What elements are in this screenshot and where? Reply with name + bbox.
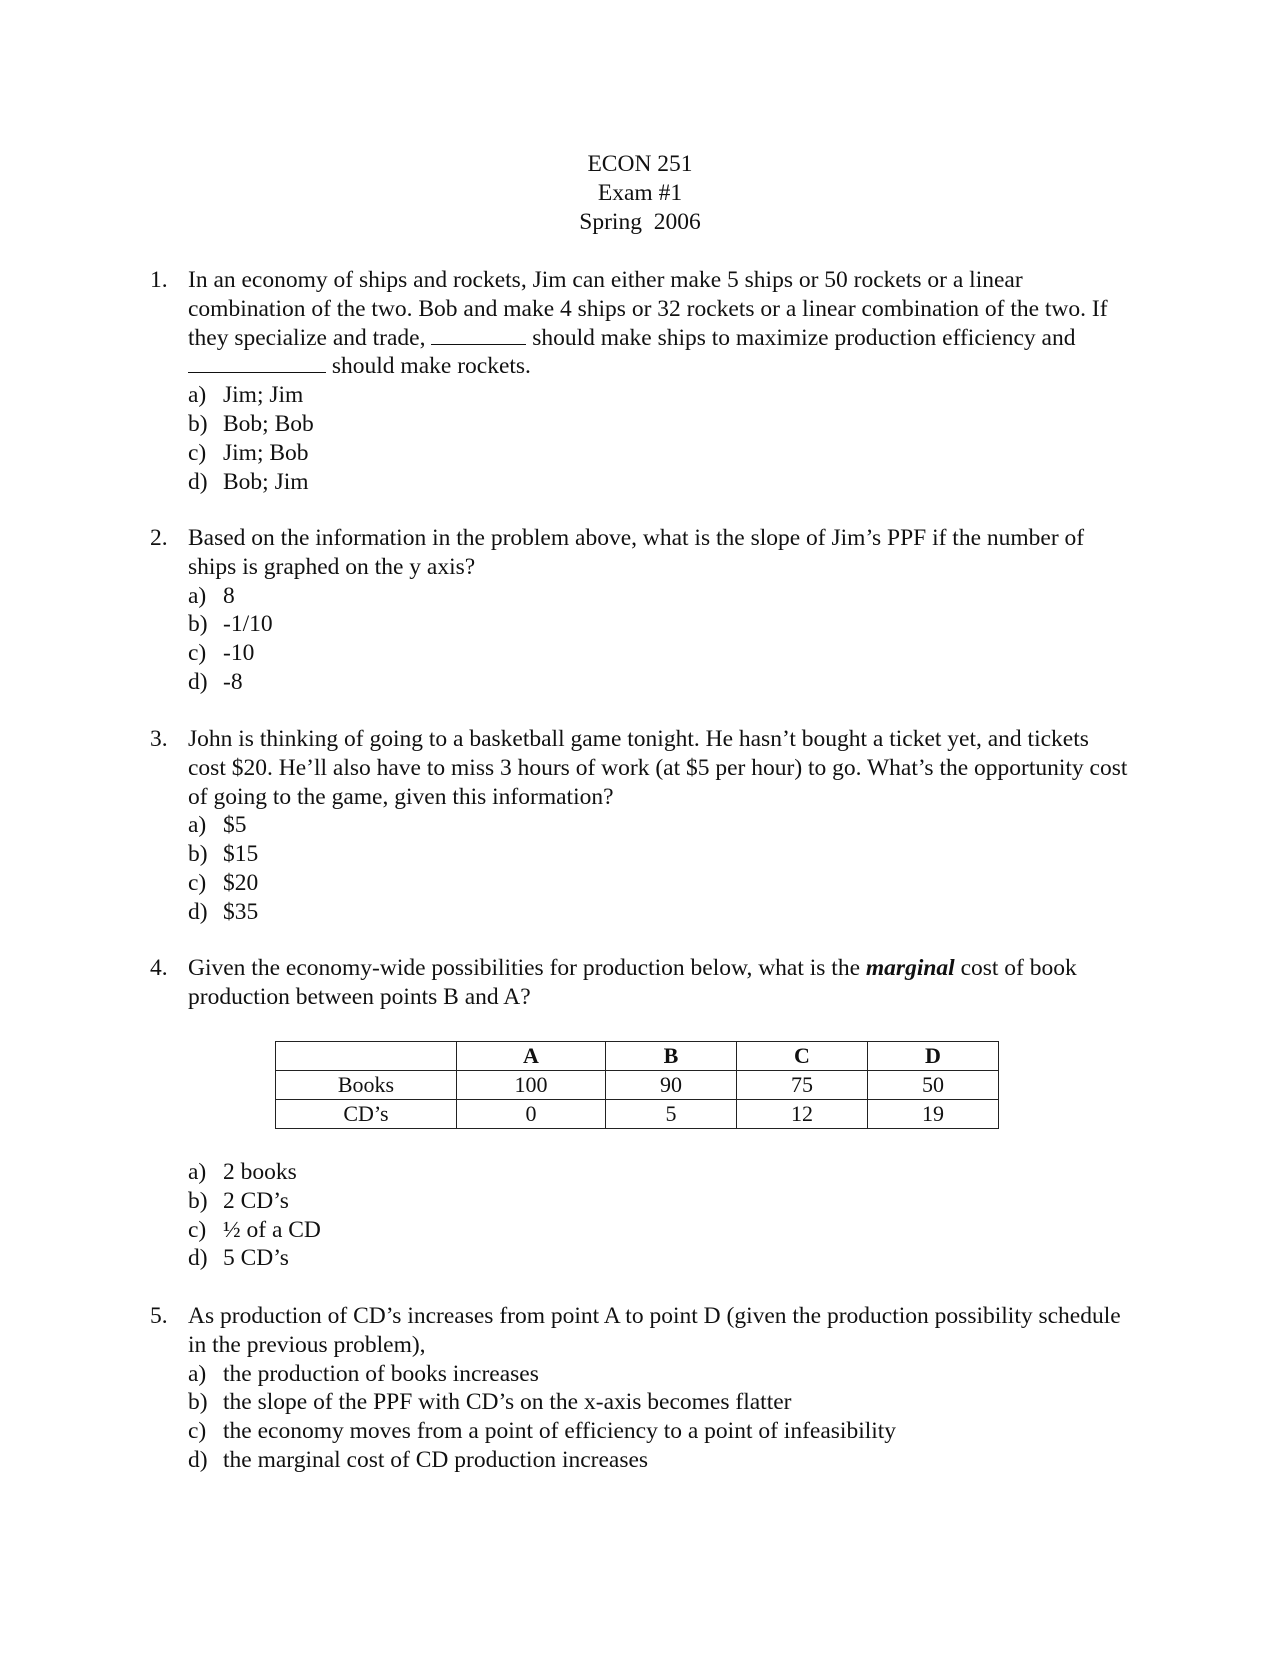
option [150,582,1130,611]
table-row [276,1071,999,1100]
question-text [188,954,1130,1012]
table-cell: 50 [868,1071,999,1100]
table-header: D [868,1042,999,1071]
answer-blank [188,354,326,373]
option-text: 8 [223,582,235,609]
option-text: Jim; Jim [223,382,304,409]
option-letter: c) [188,869,207,896]
question-text-part: cost of book production between points B and A? [188,955,1077,1010]
option-letter: a) [188,1159,207,1185]
option-letter: c) [188,640,207,667]
option-letter: b) [188,1187,208,1214]
option-letter: a) [188,382,207,409]
exam-title: Exam #1 [597,179,683,206]
option-text: $20 [223,869,259,896]
option [150,639,1130,668]
question-text-part: In an economy of ships and rockets, Jim can either make 5 ships or 50 rockets or a linear combination of the two. Bob and make 4 ships or 32 rockets or a linear combination of the two. If they specialize and trade, [188,267,1108,351]
option [150,1388,1130,1417]
option-letter: c) [188,1216,207,1243]
option-letter: a) [188,582,207,609]
question-text: Based on the information in the problem above, what is the slope of Jim’s PPF if the number of ships is graphed on the y axis? [188,525,1085,580]
option-text: the slope of the PPF with CD’s on the x-axis becomes flatter [223,1389,792,1416]
question-2 [150,524,1130,697]
option [150,439,1130,468]
table-header [276,1042,457,1071]
option [150,610,1130,639]
option-text: the marginal cost of CD production increases [223,1446,649,1473]
option-text: the economy moves from a point of efficiency to a point of infeasibility [223,1418,897,1445]
option [150,1446,1130,1475]
exam-header [0,150,1280,236]
option-text: $35 [223,898,259,925]
option-letter: d) [188,898,208,925]
option-letter: c) [188,439,207,466]
question-number: 3. [150,726,168,752]
table-header: A [457,1042,606,1071]
option [150,668,1130,697]
option-letter: d) [188,668,208,695]
option [150,1187,1130,1216]
option-letter: d) [188,1446,208,1473]
table-cell: CD’s [276,1100,457,1129]
option-letter: b) [188,410,208,437]
table-header-row [276,1042,999,1071]
question-text-part: should make rockets. [331,353,531,380]
option-text: 2 CD’s [223,1187,289,1214]
emphasis: marginal [865,955,955,981]
question-text: John is thinking of going to a basketball game tonight. He hasn’t bought a ticket yet, and tickets cost $20. He’ll also have to miss 3 hours of work (at $5 per hour) to go. What’s the opportunity cost of going to the game, given this information? [188,726,1128,810]
option [150,410,1130,439]
option-text: $5 [223,812,247,839]
table-cell: 19 [868,1100,999,1129]
question-1 [150,266,1130,496]
question-number: 4. [150,955,168,981]
table-cell: 12 [737,1100,868,1129]
option-text: 2 books [223,1159,297,1185]
option-text: $15 [223,841,259,868]
question-text: As production of CD’s increases from point A to point D (given the production possibility schedule in the previous problem), [188,1303,1121,1358]
question-number: 1. [150,267,168,293]
option [150,1417,1130,1446]
table-cell: 5 [606,1100,737,1129]
option-text: Jim; Bob [223,439,309,466]
question-text-part: should make ships to maximize production efficiency and [532,324,1076,351]
table-cell: 90 [606,1071,737,1100]
option [150,811,1130,840]
option [150,468,1130,497]
option-text: 5 CD’s [223,1245,289,1272]
option [150,1360,1130,1389]
option [150,1216,1130,1245]
option-letter: c) [188,1418,207,1445]
option-text: ½ of a CD [223,1216,321,1243]
option-text: -10 [223,640,255,667]
option-text: Bob; Jim [223,468,309,495]
table-header: C [737,1042,868,1071]
question-number: 5. [150,1303,168,1329]
course-title: ECON 251 [587,151,693,177]
option-text: -8 [223,668,243,695]
table-cell: Books [276,1071,457,1100]
question-4-options [150,1158,1130,1273]
option-letter: b) [188,611,208,638]
term: Spring 2006 [579,208,701,235]
table-row [276,1100,999,1129]
question-4 [150,954,1130,1012]
answer-blank [431,326,526,345]
question-3 [150,725,1130,927]
table-header: B [606,1042,737,1071]
question-5 [150,1302,1130,1475]
option-text: -1/10 [223,611,273,638]
table-cell: 100 [457,1071,606,1100]
option [150,1244,1130,1273]
table-cell: 0 [457,1100,606,1129]
option-letter: a) [188,812,207,839]
table-cell: 75 [737,1071,868,1100]
option [150,1158,1130,1187]
question-number: 2. [150,525,168,551]
option-letter: d) [188,1245,208,1272]
option-letter: d) [188,468,208,495]
option [150,840,1130,869]
option-letter: a) [188,1360,207,1387]
option-text: Bob; Bob [223,410,314,437]
option-letter: b) [188,841,208,868]
option [150,898,1130,927]
question-text [188,266,1130,381]
option [150,869,1130,898]
question-text-part: Given the economy-wide possibilities for production below, what is the [188,955,861,981]
production-table [275,1041,999,1129]
option-letter: b) [188,1389,208,1416]
option [150,381,1130,410]
option-text: the production of books increases [223,1360,539,1387]
